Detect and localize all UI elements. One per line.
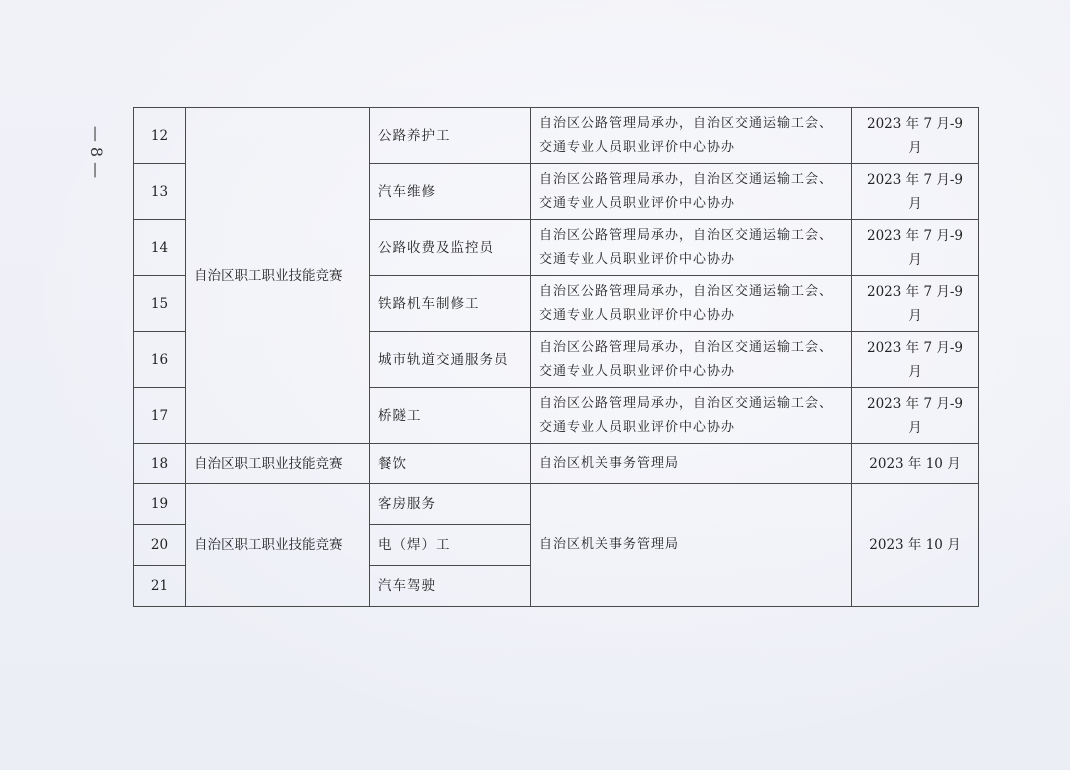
table-row: [134, 444, 979, 484]
row-number: 14: [134, 220, 186, 276]
category-cell: 自治区职工职业技能竞赛: [186, 108, 370, 444]
item-name: 城市轨道交通服务员: [370, 332, 531, 388]
competition-table: [133, 107, 979, 607]
item-name: 汽车维修: [370, 164, 531, 220]
item-name: 铁路机车制修工: [370, 276, 531, 332]
row-number: 13: [134, 164, 186, 220]
date: 2023 年 7 月-9 月: [852, 276, 979, 332]
item-name: 餐饮: [370, 444, 531, 484]
row-number: 19: [134, 484, 186, 525]
table-row: [134, 484, 979, 525]
date: 2023 年 10 月: [852, 444, 979, 484]
organizer: 自治区公路管理局承办，自治区交通运输工会、交通专业人员职业评价中心协办: [531, 276, 852, 332]
row-number: 17: [134, 388, 186, 444]
row-number: 18: [134, 444, 186, 484]
row-number: 15: [134, 276, 186, 332]
organizer: 自治区公路管理局承办，自治区交通运输工会、交通专业人员职业评价中心协办: [531, 108, 852, 164]
organizer: 自治区机关事务管理局: [531, 444, 852, 484]
date: 2023 年 7 月-9 月: [852, 332, 979, 388]
organizer: 自治区公路管理局承办，自治区交通运输工会、交通专业人员职业评价中心协办: [531, 332, 852, 388]
item-name: 桥隧工: [370, 388, 531, 444]
organizer: 自治区公路管理局承办，自治区交通运输工会、交通专业人员职业评价中心协办: [531, 164, 852, 220]
row-number: 12: [134, 108, 186, 164]
item-name: 公路养护工: [370, 108, 531, 164]
organizer: 自治区公路管理局承办，自治区交通运输工会、交通专业人员职业评价中心协办: [531, 220, 852, 276]
item-name: 电（焊）工: [370, 525, 531, 566]
table-row: [134, 108, 979, 164]
row-number: 21: [134, 566, 186, 607]
category-cell: 自治区职工职业技能竞赛: [186, 444, 370, 484]
organizer: 自治区公路管理局承办，自治区交通运输工会、交通专业人员职业评价中心协办: [531, 388, 852, 444]
organizer: 自治区机关事务管理局: [531, 484, 852, 607]
row-number: 20: [134, 525, 186, 566]
row-number: 16: [134, 332, 186, 388]
item-name: 汽车驾驶: [370, 566, 531, 607]
date: 2023 年 7 月-9 月: [852, 220, 979, 276]
page-number: — 8 —: [87, 125, 107, 179]
category-cell: 自治区职工职业技能竞赛: [186, 484, 370, 607]
item-name: 客房服务: [370, 484, 531, 525]
date: 2023 年 7 月-9 月: [852, 108, 979, 164]
date: 2023 年 10 月: [852, 484, 979, 607]
date: 2023 年 7 月-9 月: [852, 388, 979, 444]
item-name: 公路收费及监控员: [370, 220, 531, 276]
date: 2023 年 7 月-9 月: [852, 164, 979, 220]
